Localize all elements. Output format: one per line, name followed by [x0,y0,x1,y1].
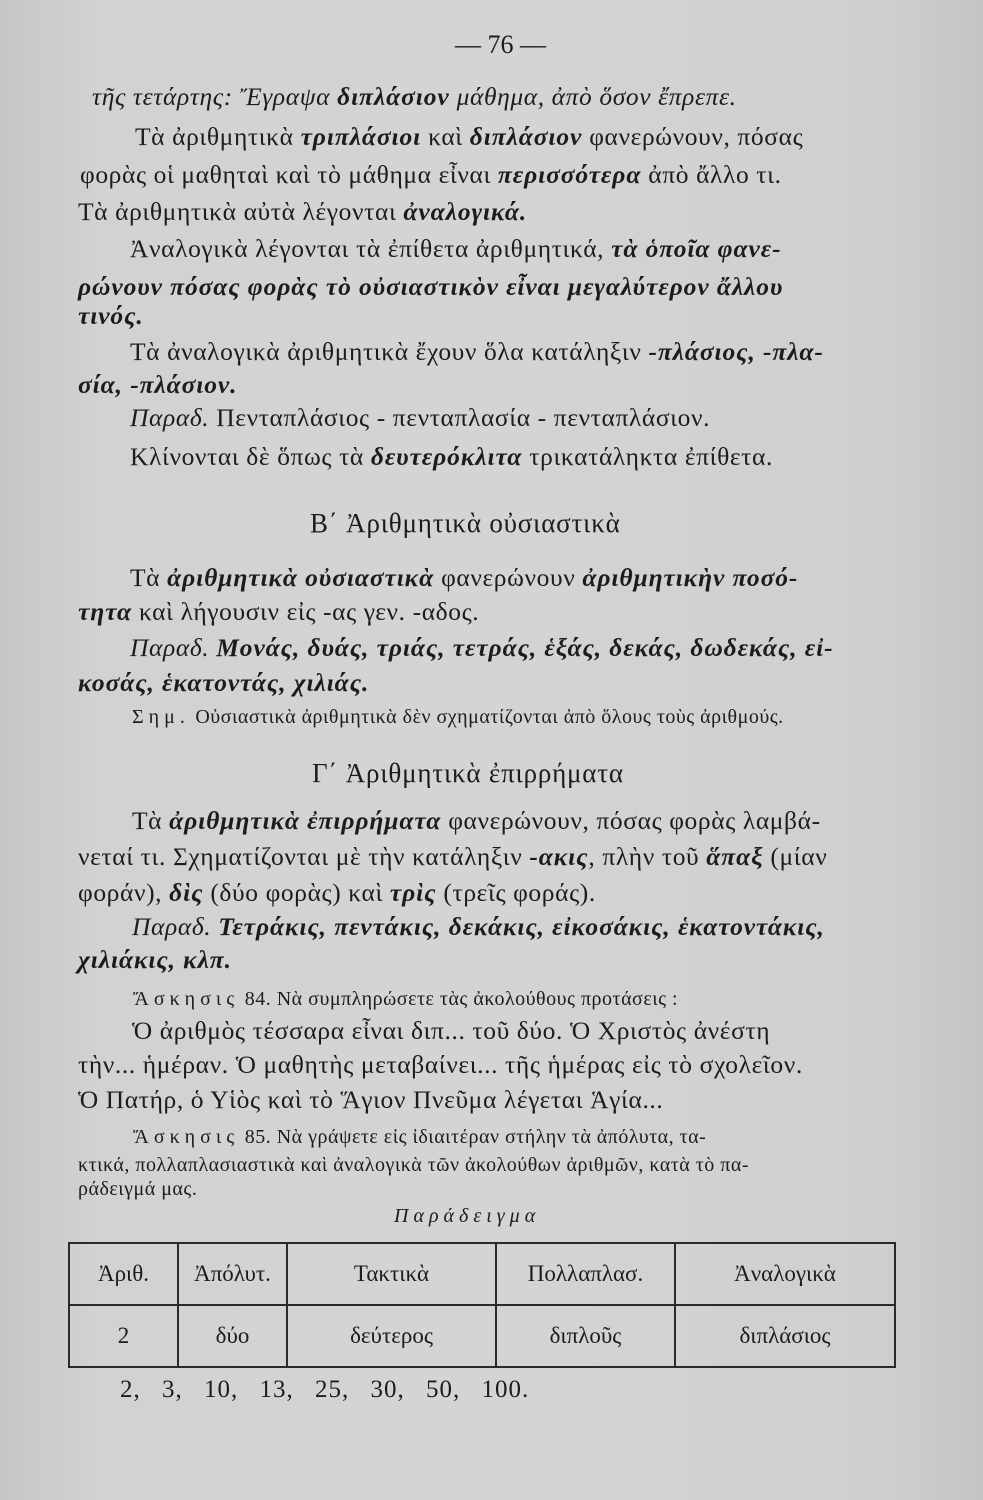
text-line [130,337,824,367]
text-line [132,806,821,836]
text-segment: Ὁ Πατήρ, ὁ Υἱὸς καὶ τὸ Ἅγιον Πνεῦμα λέγεται Ἁγία... [78,1085,664,1114]
text-line [80,160,782,190]
text-segment: διπλάσιον [337,82,450,111]
text-segment: Ἀναλογικὰ λέγονται τὰ ἐπίθετα ἀριθμητικά, [130,234,612,263]
text-segment: ἀναλογικά. [403,197,528,226]
text-segment: 85. Νὰ γράψετε εἰς ἰδιαιτέραν στήλην τὰ ἀπόλυτα, τα- [239,1126,707,1148]
text-segment: τριπλάσιοι [300,122,422,151]
text-segment: φανερώνουν [434,563,583,592]
text-line [130,442,773,472]
text-segment: τὴν... ἡμέραν. Ὁ μαθητὴς μεταβαίνει... τῆς ἡμέρας εἰς τὸ σχολεῖον. [78,1050,803,1079]
text-line [78,597,479,627]
text-line [130,633,833,663]
text-segment: (μίαν [763,842,828,871]
text-line [130,234,781,264]
text-segment: Τὰ ἀριθμητικὰ [135,122,301,151]
text-segment: νεταί τι. Σχηματίζονται μὲ τὴν κατάληξιν [78,842,530,871]
text-segment: Τὰ [130,563,168,592]
text-segment: τῆς τετάρτης: [92,82,240,111]
table-header-row [69,1243,895,1305]
text-segment: Ὁ ἀριθμὸς τέσσαρα εἶναι διπ... τοῦ δύο. Ὁ Χριστὸς ἀνέστη [132,1016,771,1045]
text-line [78,1172,197,1204]
text-segment: φοράν), [78,878,170,907]
header-cell-ordinal: Τακτικὰ [287,1243,496,1305]
text-line [133,982,678,1014]
numbers-list: 2, 3, 10, 13, 25, 30, 50, 100. [120,1376,530,1403]
section-heading-b: Β΄ Ἀριθμητικὰ οὐσιαστικὰ [310,508,621,538]
text-line [78,1085,663,1115]
text-segment: Παραδ. [132,912,219,941]
text-line [78,1050,803,1080]
text-segment: 84. Νὰ συμπληρώσετε τὰς ἀκολούθους προτάσεις : [239,988,679,1010]
text-segment: μάθημα, ἀπὸ ὅσον ἔπρεπε. [449,82,737,111]
text-line [130,403,710,433]
text-line [135,122,803,152]
text-segment: κτικά, πολλαπλασιαστικὰ καὶ ἀναλογικὰ τῶν ἀκολούθων ἀριθμῶν, κατὰ τὸ πα- [78,1154,750,1176]
text-line [130,563,798,593]
text-line [78,301,144,331]
text-segment: τρὶς [389,878,437,907]
text-segment: φανερώνουν, πόσας [582,122,804,151]
text-segment: Ἔγραψα [239,82,338,111]
cell-ordinal: δεύτερος [287,1305,496,1367]
text-segment: (τρεῖς φοράς). [436,878,596,907]
text-segment: δὶς [169,878,204,907]
text-segment: περισσότερα [497,160,642,189]
text-segment: Ἄσκησις [133,988,240,1010]
text-segment: ἀριθμητικὰ ἐπιρρήματα [169,806,442,835]
header-cell-proportional: Ἀναλογικὰ [675,1243,895,1305]
text-segment: Σημ. [132,706,190,728]
text-segment: Παραδ. [130,403,210,432]
text-segment: σία, -πλάσιον. [78,370,238,399]
text-segment: Κλίνονται δὲ ὅπως τὰ [130,442,371,471]
cell-cardinal: δύο [178,1305,287,1367]
header-cell-multiplicative: Πολλαπλασ. [496,1243,675,1305]
header-cell-number: Ἀριθ. [69,1243,178,1305]
text-segment: χιλιάκις, κλπ. [78,945,232,974]
text-line [132,1016,770,1046]
cell-proportional: διπλάσιος [675,1305,895,1367]
text-segment: Μονάς, δυάς, τριάς, τετράς, ἑξάς, δεκάς, δωδεκάς, εἰ- [216,633,834,662]
text-segment: καὶ [421,122,470,151]
text-segment: δευτερόκλιτα [370,442,523,471]
page-number: — 76 — [455,30,546,59]
header-cell-cardinal: Ἀπόλυτ. [178,1243,287,1305]
text-segment: -πλάσιος, -πλα- [648,337,824,366]
text-segment: τρικατάληκτα ἐπίθετα. [522,442,773,471]
text-line [78,197,527,227]
text-segment: Οὐσιαστικὰ ἀριθμητικὰ δὲν σχηματίζονται ἀπὸ ὅλους τοὺς ἀριθμούς. [189,706,784,728]
section-heading-g: Γ΄ Ἀριθμητικὰ ἐπιρρήματα [312,758,624,788]
text-segment: , πλὴν τοῦ [588,842,707,871]
text-segment: τινός. [78,301,144,330]
text-segment: Ἄσκησις [133,1126,240,1148]
text-segment: ἀριθμητικὰ οὐσιαστικὰ [167,563,435,592]
text-segment: -ακις [529,842,589,871]
text-line [78,668,369,698]
text-segment: φορὰς οἱ μαθηταὶ καὶ τὸ μάθημα εἶναι [80,160,498,189]
text-segment: ράδειγμά μας. [78,1178,198,1200]
text-segment: Πενταπλάσιος - πενταπλασία - πενταπλάσιον. [209,403,711,432]
text-line [78,842,827,872]
text-line [92,82,737,112]
text-segment: (δύο φορὰς) καὶ [203,878,390,907]
cell-number: 2 [69,1305,178,1367]
text-segment: Τετράκις, πεντάκις, δεκάκις, εἰκοσάκις, ἑκατοντάκις, [218,912,825,941]
text-segment: διπλάσιον [469,122,583,151]
text-segment: Τὰ ἀριθμητικὰ αὐτὰ λέγονται [78,197,404,226]
text-segment: ἀριθμητικὴν ποσό- [582,563,799,592]
text-line [132,912,825,942]
text-segment: κοσάς, ἑκατοντάς, χιλιάς. [78,668,370,697]
text-segment: ρώνουν πόσας φορὰς τὸ οὐσιαστικὸν εἶναι μεγαλύτερον ἄλλου [78,272,784,301]
text-line [78,878,596,908]
text-segment: φανερώνουν, πόσας φορὰς λαμβά- [441,806,821,835]
text-segment: τητα [78,597,132,626]
text-line [78,272,783,302]
cell-multiplicative: διπλοῦς [496,1305,675,1367]
text-segment: ἅπαξ [706,842,764,871]
table-caption: Παράδειγμα [394,1205,541,1227]
text-line [78,370,237,400]
text-segment: καὶ λήγουσιν εἰς -ας γεν. -αδος. [131,597,480,626]
text-line [132,700,784,732]
example-table [68,1242,896,1368]
text-segment: Τὰ ἀναλογικὰ ἀριθμητικὰ ἔχουν ὅλα κατάληξιν [130,337,649,366]
text-segment: τὰ ὁποῖα φανε- [611,234,782,263]
text-segment: Τὰ [132,806,170,835]
text-line [78,945,232,975]
text-segment: Παραδ. [130,633,217,662]
text-segment: ἀπὸ ἄλλο τι. [641,160,782,189]
table-row [69,1305,895,1367]
